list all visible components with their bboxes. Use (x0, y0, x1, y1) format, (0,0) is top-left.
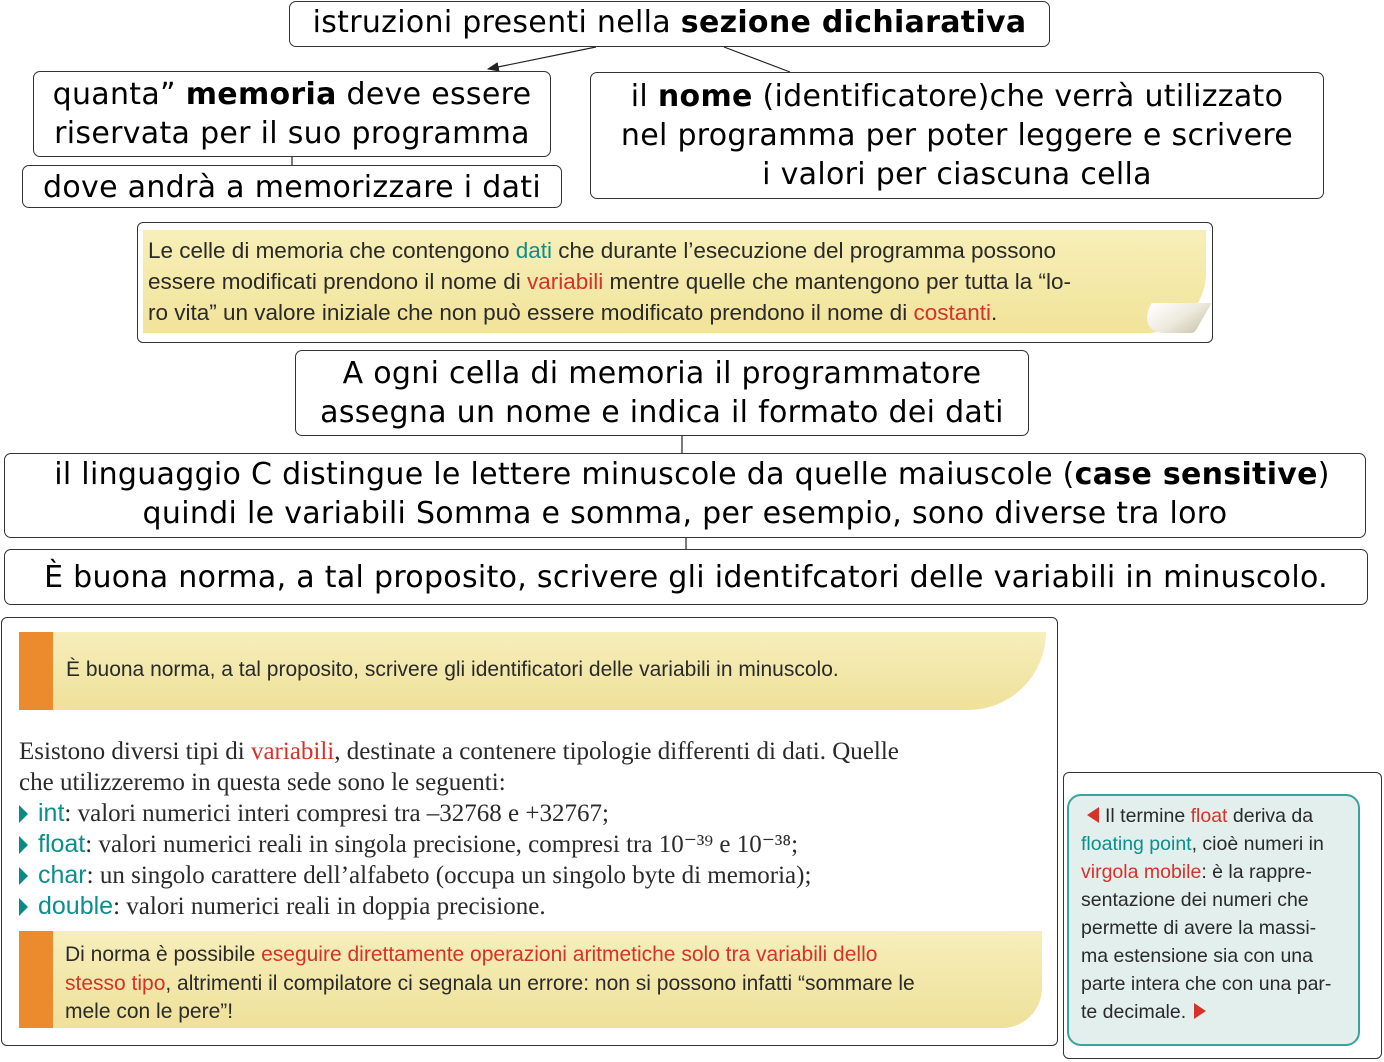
types-intro-line2: che utilizzeremo in questa sede sono le seguenti: (19, 769, 506, 796)
triangle-right-icon (1194, 1003, 1206, 1019)
word-virgola-mobile: virgola mobile (1081, 861, 1202, 883)
excerpt-celle-line1: Le celle di memoria che contengono dati che durante l’esecuzione del programma possono (148, 238, 1057, 263)
word-variabili-2: variabili (250, 738, 335, 765)
bullet-icon (19, 836, 28, 854)
type-desc: : valori numerici reali in singola precisione, compresi tra 10⁻³⁹ e 10⁻³⁸; (85, 831, 799, 858)
excerpt-celle-line3: ro vita” un valore iniziale che non può essere modificato prendono il nome di costanti. (148, 300, 998, 325)
case-node[interactable] (4, 453, 1366, 538)
memoria-node[interactable] (33, 71, 551, 157)
memoria-text-pre: quanta” (52, 77, 186, 112)
root-node[interactable] (289, 1, 1050, 47)
nome-node[interactable] (590, 72, 1324, 199)
dove-text: dove andrà a memorizzare i dati (43, 170, 541, 205)
excerpt-celle-paper (143, 230, 1206, 333)
type-name: double (38, 892, 114, 920)
nome-text-bold: nome (657, 79, 753, 114)
word-variabili: variabili (526, 269, 604, 294)
norma-node[interactable] (4, 549, 1368, 605)
note-text: È buona norma, a tal proposito, scrivere gli identificatori delle variabili in minuscolo. (66, 658, 839, 681)
memoria-text-bold: memoria (185, 77, 337, 112)
norma-text: È buona norma, a tal proposito, scrivere gli identifcatori delle variabili in minuscolo. (44, 560, 1328, 595)
memoria-text-post: deve essere (336, 77, 532, 112)
type-item (19, 798, 1049, 829)
types-paragraph (19, 736, 1049, 922)
case-text-bold: case sensitive (1074, 457, 1318, 492)
root-text: istruzioni presenti nella (312, 5, 681, 40)
orange-bar-2 (19, 931, 53, 1028)
float-sidebox: Il termine float deriva da floating point, cioè numeri in virgola mobile: è la rappre- sentazione dei numeri che permette di avere la massi- ma estensione sia con una parte intera che con una par- te decimale. (1067, 794, 1360, 1046)
excerpt-tipi-image (1, 617, 1058, 1046)
type-item (19, 891, 1049, 922)
case-text-line2: quindi le variabili Somma e somma, per esempio, sono diverse tra loro (142, 496, 1228, 531)
word-float: float (1190, 805, 1228, 827)
nome-text-line3: i valori per ciascuna cella (762, 157, 1152, 192)
nome-text-post: (identificatore)che verrà utilizzato (752, 79, 1284, 114)
orange-bar (19, 632, 53, 710)
cella-text-line1: A ogni cella di memoria il programmatore (342, 356, 982, 391)
note-paper (19, 632, 1046, 710)
nome-text-line2: nel programma per poter leggere e scrivere (620, 118, 1294, 153)
root-bold: sezione dichiarativa (680, 5, 1027, 40)
type-name: char (38, 861, 87, 889)
bullet-icon (19, 898, 28, 916)
excerpt-celle-line2: essere modificati prendono il nome di variabili mentre quelle che mantengono per tutta la “lo- (148, 269, 1072, 294)
dove-node[interactable] (22, 165, 562, 208)
warning-text: Di norma è possibile eseguire direttamente operazioni aritmetiche solo tra variabili dello stesso tipo, altrimenti il compilatore ci segnala un errore: non si possono infatti “sommare le mele con le pere”! (65, 943, 915, 1023)
link-root-memoria (488, 47, 596, 69)
float-sidebox-image (1063, 772, 1382, 1059)
warning-paper (19, 931, 1042, 1028)
word-floating-point: floating point (1081, 833, 1192, 855)
warning-highlight-2: stesso tipo (65, 971, 166, 995)
type-item (19, 829, 1049, 860)
nome-text-pre: il (630, 79, 658, 114)
triangle-left-icon (1087, 807, 1099, 823)
types-intro-line1: Esistono diversi tipi di variabili, destinate a contenere tipologie differenti di dati. Quelle (19, 738, 899, 765)
case-text-pre: il linguaggio C distingue le lettere minuscole da quelle maiuscole ( (54, 457, 1075, 492)
excerpt-celle-image (137, 222, 1213, 343)
word-dati: dati (515, 238, 553, 263)
type-desc: : valori numerici interi compresi tra –32768 e +32767; (64, 800, 609, 827)
link-root-nome (724, 47, 790, 72)
case-text-post: ) (1317, 457, 1330, 492)
cella-node[interactable] (295, 350, 1029, 436)
type-desc: : un singolo carattere dell’alfabeto (occupa un singolo byte di memoria); (86, 862, 812, 889)
memoria-text-line2: riservata per il suo programma (54, 116, 530, 151)
type-name: float (38, 830, 86, 858)
warning-highlight: eseguire direttamente operazioni aritmetiche solo tra variabili dello (261, 943, 878, 966)
type-desc: : valori numerici reali in doppia precisione. (113, 893, 546, 920)
cella-text-line2: assegna un nome e indica il formato dei dati (320, 395, 1004, 430)
word-costanti: costanti (913, 300, 991, 325)
bullet-icon (19, 867, 28, 885)
type-name: int (38, 799, 65, 827)
type-item (19, 860, 1049, 891)
bullet-icon (19, 805, 28, 823)
